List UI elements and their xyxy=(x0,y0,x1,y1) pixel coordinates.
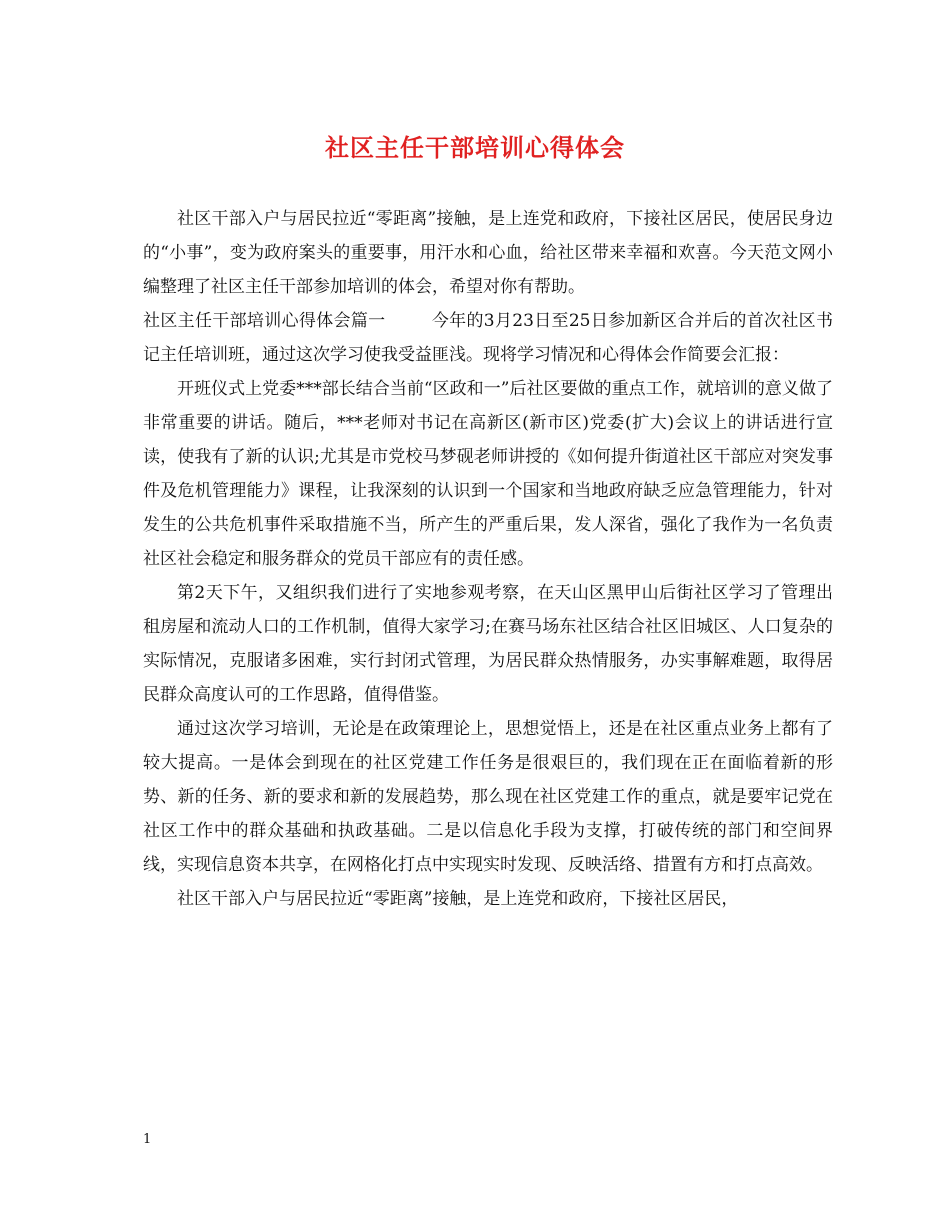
section-paragraph xyxy=(143,304,833,372)
body-paragraph-4: 社区干部入户与居民拉近“零距离”接触，是上连党和政府，下接社区居民， xyxy=(177,889,739,909)
section-heading: 社区主任干部培训心得体会篇一 xyxy=(143,311,386,331)
document-body xyxy=(143,202,833,916)
intro-paragraph: 社区干部入户与居民拉近“零距离”接触，是上连党和政府，下接社区居民，使居民身边的“小事”，变为政府案头的重要事，用汗水和心血，给社区带来幸福和欢喜。今天范文网小编整理了社区主任干部参加培训的体会，希望对你有帮助。 xyxy=(143,209,833,297)
section-lead: 今年的3月23日至25日参加新区合并后的首次社区书记主任培训班，通过这次学习使我受益匪浅。现将学习情况和心得体会作简要会汇报： xyxy=(143,311,833,365)
body-paragraph-2: 第2天下午，又组织我们进行了实地参观考察，在天山区黑甲山后街社区学习了管理出租房屋和流动人口的工作机制，值得大家学习;在赛马场东社区结合社区旧城区、人口复杂的实际情况，克服诸多困难，实行封闭式管理，为居民群众热情服务，办实事解难题，取得居民群众高度认可的工作思路，值得借鉴。 xyxy=(143,583,833,705)
body-paragraph-1: 开班仪式上党委***部长结合当前“区政和一”后社区要做的重点工作，就培训的意义做了非常重要的讲话。随后，***老师对书记在高新区(新市区)党委(扩大)会议上的讲话进行宣读，使我有了新的认识;尤其是市党校马梦砚老师讲授的《如何提升街道社区干部应对突发事件及危机管理能力》课程，让我深刻的认识到一个国家和当地政府缺乏应急管理能力，针对发生的公共危机事件采取措施不当，所产生的严重后果，发人深省，强化了我作为一名负责社区社会稳定和服务群众的党员干部应有的责任感。 xyxy=(143,379,833,569)
document-title: 社区主任干部培训心得体会 xyxy=(325,133,625,162)
body-paragraph-3: 通过这次学习培训，无论是在政策理论上，思想觉悟上，还是在社区重点业务上都有了较大提高。一是体会到现在的社区党建工作任务是很艰巨的，我们现在正在面临着新的形势、新的任务、新的要求和新的发展趋势，那么现在社区党建工作的重点，就是要牢记党在社区工作中的群众基础和执政基础。二是以信息化手段为支撑，打破传统的部门和空间界线，实现信息资本共享，在网格化打点中实现实时发现、反映活络、措置有方和打点高效。 xyxy=(143,719,833,875)
page-number: 1 xyxy=(143,1132,152,1147)
